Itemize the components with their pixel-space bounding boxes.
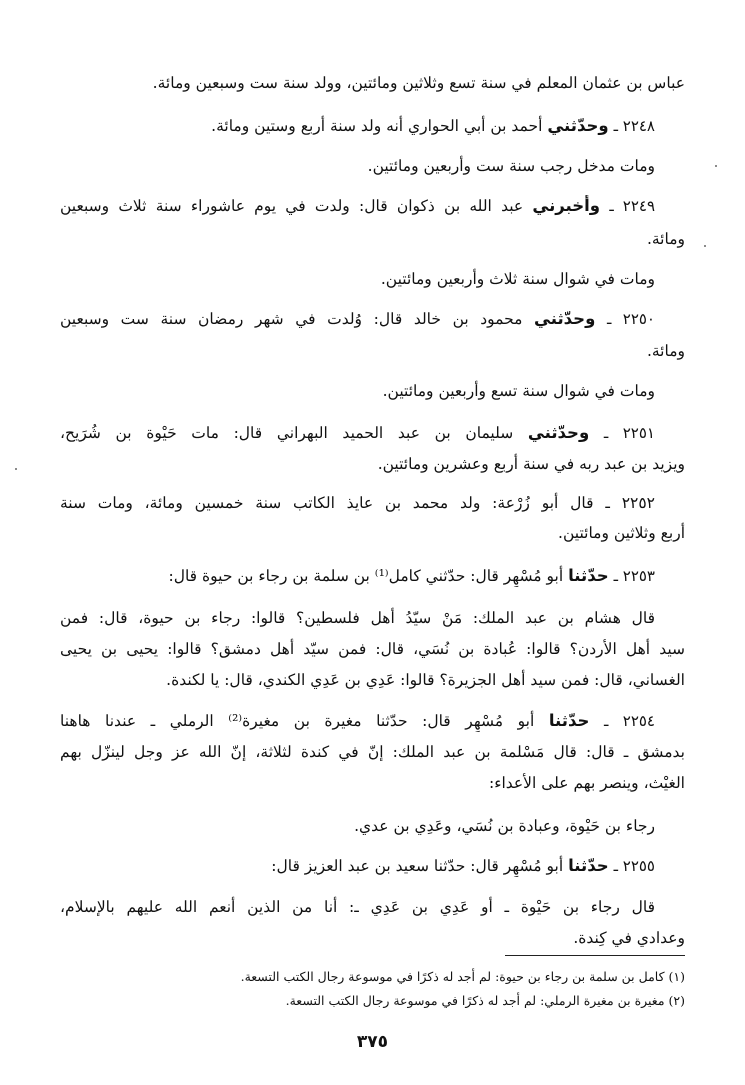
text-line: بدمشق ـ قال: قال مَسْلمة بن عبد الملك: إنّ في كندة لثلاثة، إنّ الله عز وجل لينزّل بهم [60,743,685,761]
entry-text: أبو مُسْهِر قال: حدّثنا سعيد بن عبد العزيز قال: [271,857,564,875]
entry-text: سليمان بن عبد الحميد البهراني قال: مات حَيْوة بن شُرَيح، [60,424,514,442]
entry-text: عبد الله بن ذكوان قال: ولدت في يوم عاشوراء سنة ثلاث وسبعين [60,197,524,215]
text-line: أربع وثلاثين ومائتين. [558,524,685,542]
footnote-separator [505,955,685,956]
entry-2252: ٢٢٥٢ ـ قال أبو زُرْعة: ولد محمد بن عايذ الكاتب سنة خمسين ومائة، ومات سنة [60,494,655,512]
text-line: ومات في شوال سنة تسع وأربعين ومائتين. [382,382,655,400]
entry-keyword: وأخبرني [532,196,601,215]
entry-2255 [60,855,655,877]
text-line: ومات مدخل رجب سنة ست وأربعين ومائتين. [367,157,655,175]
text-line: ومات في شوال سنة ثلاث وأربعين ومائتين. [380,270,655,288]
entry-text: أحمد بن أبي الحواري أنه ولد سنة أربع وستين ومائة. [211,117,543,135]
text-line: سيد أهل الأردن؟ قالوا: عُبادة بن نُسَي، قال: فمن سيّد أهل دمشق؟ قالوا: يحيى بن يحيى [60,640,685,658]
text-line: قال رجاء بن حَيْوة ـ أو عَدِي بن عَدِي ـ: أنا من الذين أنعم الله عليهم بالإسلام، [60,898,655,916]
entry-2253 [60,565,655,587]
scan-speck [704,245,706,247]
text-line: الغيْث، وينصر بهم على الأعداء: [488,774,685,792]
entry-2248 [60,115,655,137]
entry-2249 [60,195,655,217]
text-line: الغساني، قال: فمن سيد أهل الجزيرة؟ قالوا: عَدِي بن عَدِي الكندي، قال: يا لكندة. [166,671,685,689]
scan-speck [715,165,717,167]
footnote-1: (١) كامل بن سلمة بن رجاء بن حيوة: لم أجد له ذكرًا في موسوعة رجال الكتب التسعة. [240,969,685,984]
entry-number: ٢٢٤٨ ـ [613,117,655,135]
entry-text: أبو مُسْهِر قال: حدّثنا مغيرة بن مغيرة⁽²⁾ الرملي ـ عندنا هاهنا [60,712,535,730]
entry-number: ٢٢٥٤ ـ [603,712,655,730]
entry-keyword: حدّثنا [568,856,609,875]
entry-text: أبو مُسْهِر قال: حدّثني كامل⁽¹⁾ بن سلمة بن رجاء بن حيوة قال: [168,567,564,585]
entry-number: ٢٢٥٥ ـ [613,857,655,875]
entry-keyword: وحدّثني [547,116,609,135]
text-line: ومائة. [646,230,685,248]
text-line: قال هشام بن عبد الملك: مَنْ سيّدُ أهل فلسطين؟ قالوا: رجاء بن حيوة، قال: فمن [60,609,655,627]
text-line: ويزيد بن عبد ربه في سنة أربع وعشرين ومائتين. [377,455,685,473]
footnote-2: (٢) مغيرة بن مغيرة الرملي: لم أجد له ذكرًا في موسوعة رجال الكتب التسعة. [285,993,685,1008]
entry-keyword: حدّثنا [548,711,590,730]
entry-number: ٢٢٥٣ ـ [613,567,655,585]
entry-2254 [60,710,655,732]
scan-speck [15,468,17,470]
text-line: رجاء بن حَيْوة، وعبادة بن نُسَي، وعَدِي بن عدي. [354,817,655,835]
entry-number: ٢٢٥٠ ـ [606,310,655,328]
page-number: ٣٧٥ [356,1032,389,1052]
text-line: عباس بن عثمان المعلم في سنة تسع وثلاثين ومائتين، وولد سنة ست وسبعين ومائة. [152,74,685,92]
entry-keyword: وحدّثني [534,309,596,328]
entry-number: ٢٢٤٩ ـ [609,197,655,215]
entry-2250 [60,308,655,330]
entry-number: ٢٢٥١ ـ [603,424,655,442]
entry-keyword: وحدّثني [527,423,590,442]
text-line: ومائة. [646,342,685,360]
entry-text: محمود بن خالد قال: وُلدت في شهر رمضان سنة ست وسبعين [60,310,523,328]
entry-keyword: حدّثنا [568,566,609,585]
entry-2251 [60,422,655,444]
text-line: وعدادي في كِندة. [573,929,685,947]
